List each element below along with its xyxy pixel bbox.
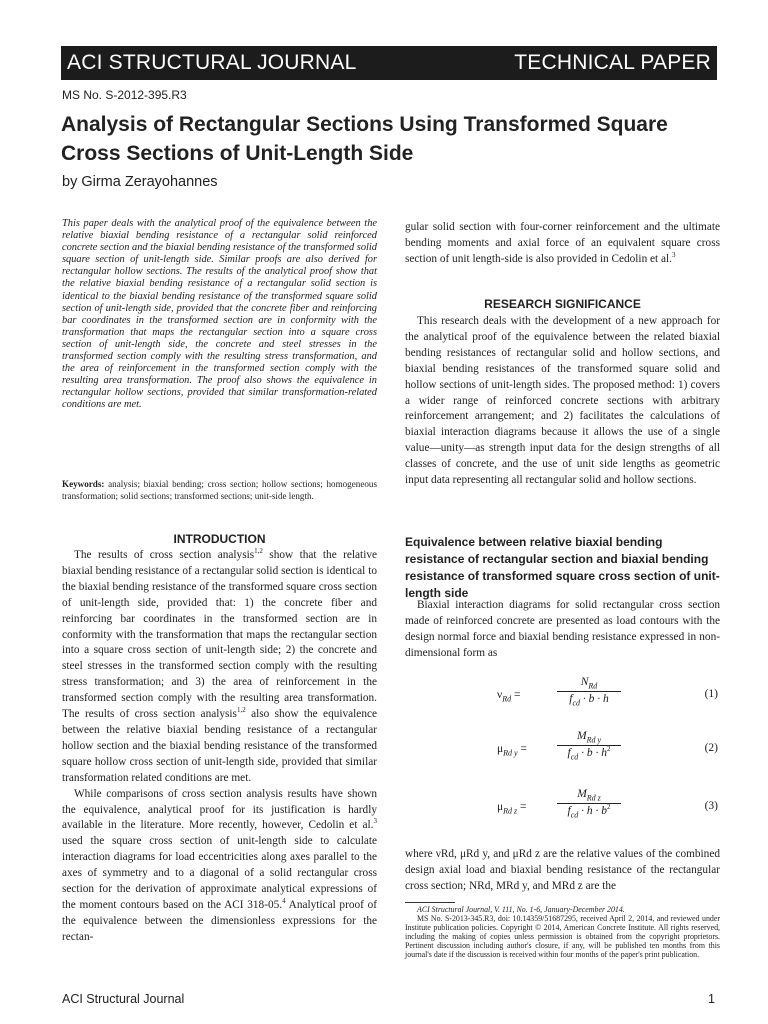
journal-name: ACI STRUCTURAL JOURNAL (67, 51, 357, 74)
research-significance-heading: RESEARCH SIGNIFICANCE (484, 297, 641, 311)
intro-paragraph-2 (62, 787, 377, 946)
citation-sup: 3 (672, 251, 676, 260)
footnote-copyright: MS No. S-2013-345.R3, doi: 10.14359/51687295, received April 2, 2014, and reviewed under Institute publication policies. Copyright © 2014, American Concrete Institute. All rights reserved, including the making of copies unless permission is obtained from the copyright proprietors. Pertinent discussion including author's closure, if any, will be published ten months from this journal's date if the discussion is received within four months of the paper's print publication. (405, 913, 720, 959)
page-number: 1 (708, 992, 715, 1006)
equivalence-paragraph: Biaxial interaction diagrams for solid rectangular cross section made of reinforced concrete are presented as load contours with the design normal force and biaxial bending resistance expressed in non-dimensional form as (405, 599, 720, 659)
eq-lhs: $\mu_{Rd z}$ = (497, 801, 527, 816)
eq-number: (3) (704, 800, 718, 812)
eq-num-sub: Rd y (586, 735, 602, 745)
eq-numerator (557, 676, 621, 692)
introduction-body (62, 548, 377, 946)
citation-sup: 1,2 (236, 706, 246, 715)
eq-den-symbol: f (567, 747, 571, 760)
equivalence-intro (405, 598, 720, 662)
intro-p1-text-b: show that the relative biaxial bending resistance of a rectangular solid section is identical to the biaxial bending resistance of the transformed square cross section of unit-length side, provided that: 1) the concrete fiber and reinforcing bar coordinates in the transformed section are in conformity with the transformation that maps the rectangular section into a square cross section of unit-length side; 2) the concrete and steel stresses in the transformed section comply with the resulting stress transformation; and 3) the area of reinforcement in the transformed section comply with the resulting area transformation. The results of cross section analysis (62, 549, 377, 721)
right-column-continuation (405, 220, 720, 268)
citation-sup: 3 (373, 817, 377, 826)
eq-num-sub: Rd (588, 681, 598, 691)
eq-lhs: $\nu_{Rd}$ = (497, 689, 521, 704)
intro-paragraph-1 (62, 548, 377, 787)
research-paragraph: This research deals with the development of a new approach for the analytical proof of the equivalence between the related biaxial bending resistances of rectangular solid and hollow sections, and biaxial bending resistances of the transformed square solid and hollow sections of unit-length sides. The proposed method: 1) covers a wider range of reinforced concrete sections with arbitrary reinforcement arrangement; and 2) facilitates the calculations of biaxial interaction diagrams because it allows the use of a single value—unity—as strength input data for the design strengths of all classes of concrete, and the use of unit side lengths as geometric input data representing all rectangular solid and hollow sections. (405, 315, 720, 487)
keywords-label: Keywords: (62, 479, 105, 489)
paper-type: TECHNICAL PAPER (514, 51, 711, 74)
eq-den-sub: cd (570, 752, 579, 762)
research-significance-body (405, 314, 720, 489)
eq-den-rest: · b · h (580, 693, 609, 706)
footnote-journal-line: ACI Structural Journal, V. 111, No. 1-6, January-December 2014. (417, 905, 625, 914)
abstract (62, 218, 377, 412)
eq-symbol: μ (497, 743, 504, 755)
keywords-text: analysis; biaxial bending; cross section; hollow sections; homogeneous transformation; solid sections; transformed sections; unit-side length. (62, 479, 377, 502)
eq-denominator (557, 692, 621, 707)
author-byline: by Girma Zerayohannes (62, 174, 218, 190)
eq-num-symbol: M (577, 788, 587, 800)
introduction-heading: INTRODUCTION (173, 532, 266, 546)
citation-sup: 4 (282, 897, 286, 906)
continuation-text: gular solid section with four-corner reinforcement and the ultimate bending moments and axial force of an equivalent square cross section of unit length-side is also provided in Cedolin et al. (405, 221, 720, 265)
eq-num-symbol: M (576, 730, 587, 742)
intro-p2-text-c: Analytical proof of the equivalence between the dimensionless expressions for the rectan- (62, 898, 377, 943)
eq-symbol: μ (497, 801, 504, 813)
intro-p2-text-b: used the square cross section of unit-length side to calculate interaction diagrams for load eccentricities along axes parallel to the axes of symmetry and to a diagonal of a solid rectangular cross section for the derivation of approximate analytical expressions of the moment contours based on the ACI 318-05. (62, 835, 377, 911)
eq-den-sub: cd (570, 810, 579, 820)
equation-2 (405, 730, 720, 770)
eq-fraction (557, 676, 621, 708)
paper-title: Analysis of Rectangular Sections Using Transformed Square Cross Sections of Unit-Length Side (61, 113, 668, 165)
eq-subscript: Rd (502, 694, 512, 704)
eq-lhs: $\mu_{Rd y}$ = (497, 743, 527, 758)
eq-den-sup: 2 (607, 803, 611, 812)
eq-fraction (557, 788, 621, 820)
eq-numerator (557, 730, 621, 746)
eq-den-rest: · h · b (578, 805, 607, 818)
eq-fraction (557, 730, 621, 762)
eq-symbol: ν (497, 689, 503, 701)
eq-den-sub: cd (572, 698, 580, 708)
after-equations-paragraph: where νRd, μRd y, and μRd z are the relative values of the combined design axial load and biaxial bending resistance of the rectangular cross section; NRd, MRd y, and MRd z are the (405, 848, 720, 892)
eq-subscript: Rd y (503, 748, 518, 758)
section-heading-equivalence: Equivalence between relative biaxial bending resistance of rectangular section and biaxial bending resistance of transformed square cross section of unit-length side (405, 535, 720, 600)
footnote-divider (405, 902, 455, 903)
eq-den-sup: 2 (607, 745, 611, 754)
eq-den-symbol: f (567, 805, 571, 818)
eq-denominator (557, 804, 621, 819)
eq-den-symbol: f (569, 693, 573, 706)
equation-1 (405, 676, 720, 716)
after-equations-text (405, 847, 720, 895)
manuscript-number: MS No. S-2012-395.R3 (62, 88, 187, 102)
citation-sup: 1,2 (254, 547, 263, 556)
eq-subscript: Rd z (503, 806, 518, 816)
eq-den-rest: · b · h (578, 747, 607, 760)
intro-p1-text-c: also show the equivalence between the relative biaxial bending resistance of a rectangular hollow section and the biaxial bending resistance of the transformed square hollow cross section of unit-length side, provided that similar transformation related conditions are met. (62, 708, 377, 784)
eq-denominator (557, 746, 621, 761)
eq-number: (2) (704, 742, 718, 754)
keywords (62, 478, 377, 502)
intro-p1-text-a: The results of cross section analysis (74, 549, 255, 561)
journal-banner (61, 46, 717, 80)
abstract-text: This paper deals with the analytical proof of the equivalence between the relative biaxial bending resistance of a rectangular solid reinforced concrete section and the biaxial bending resistance of the transformed solid square section of unit-length side. Similar proofs are also derived for rectangular hollow sections. The results of the analytical proof show that the relative biaxial bending resistance of a rectangular solid section is identical to the biaxial bending resistance of the transformed square solid section of unit-length side, provided that the concrete fiber and reinforcing bar coordinates in the transformed section are in conformity with the transformation that maps the rectangular section into a square cross section of unit-length side, the concrete and steel stresses in the transformed section comply with the resulting stress transformation, and the area of reinforcement in the transformed section comply with the resulting area transformation. The proof also shows the equivalence in rectangular hollow sections, provided that similar transformation-related conditions are met. (62, 218, 377, 411)
footnote (405, 906, 720, 959)
eq-number: (1) (704, 688, 718, 700)
footer-journal: ACI Structural Journal (62, 992, 185, 1006)
continuation-paragraph (405, 220, 720, 268)
equation-3 (405, 788, 720, 828)
eq-num-sub: Rd z (586, 793, 601, 803)
eq-numerator (557, 788, 621, 804)
eq-num-symbol: N (580, 676, 589, 688)
intro-p2-text-a: While comparisons of cross section analysis results have shown the equivalence, analytical proof for its justification is hardly available in the literature. More recently, however, Cedolin et al. (62, 787, 377, 832)
